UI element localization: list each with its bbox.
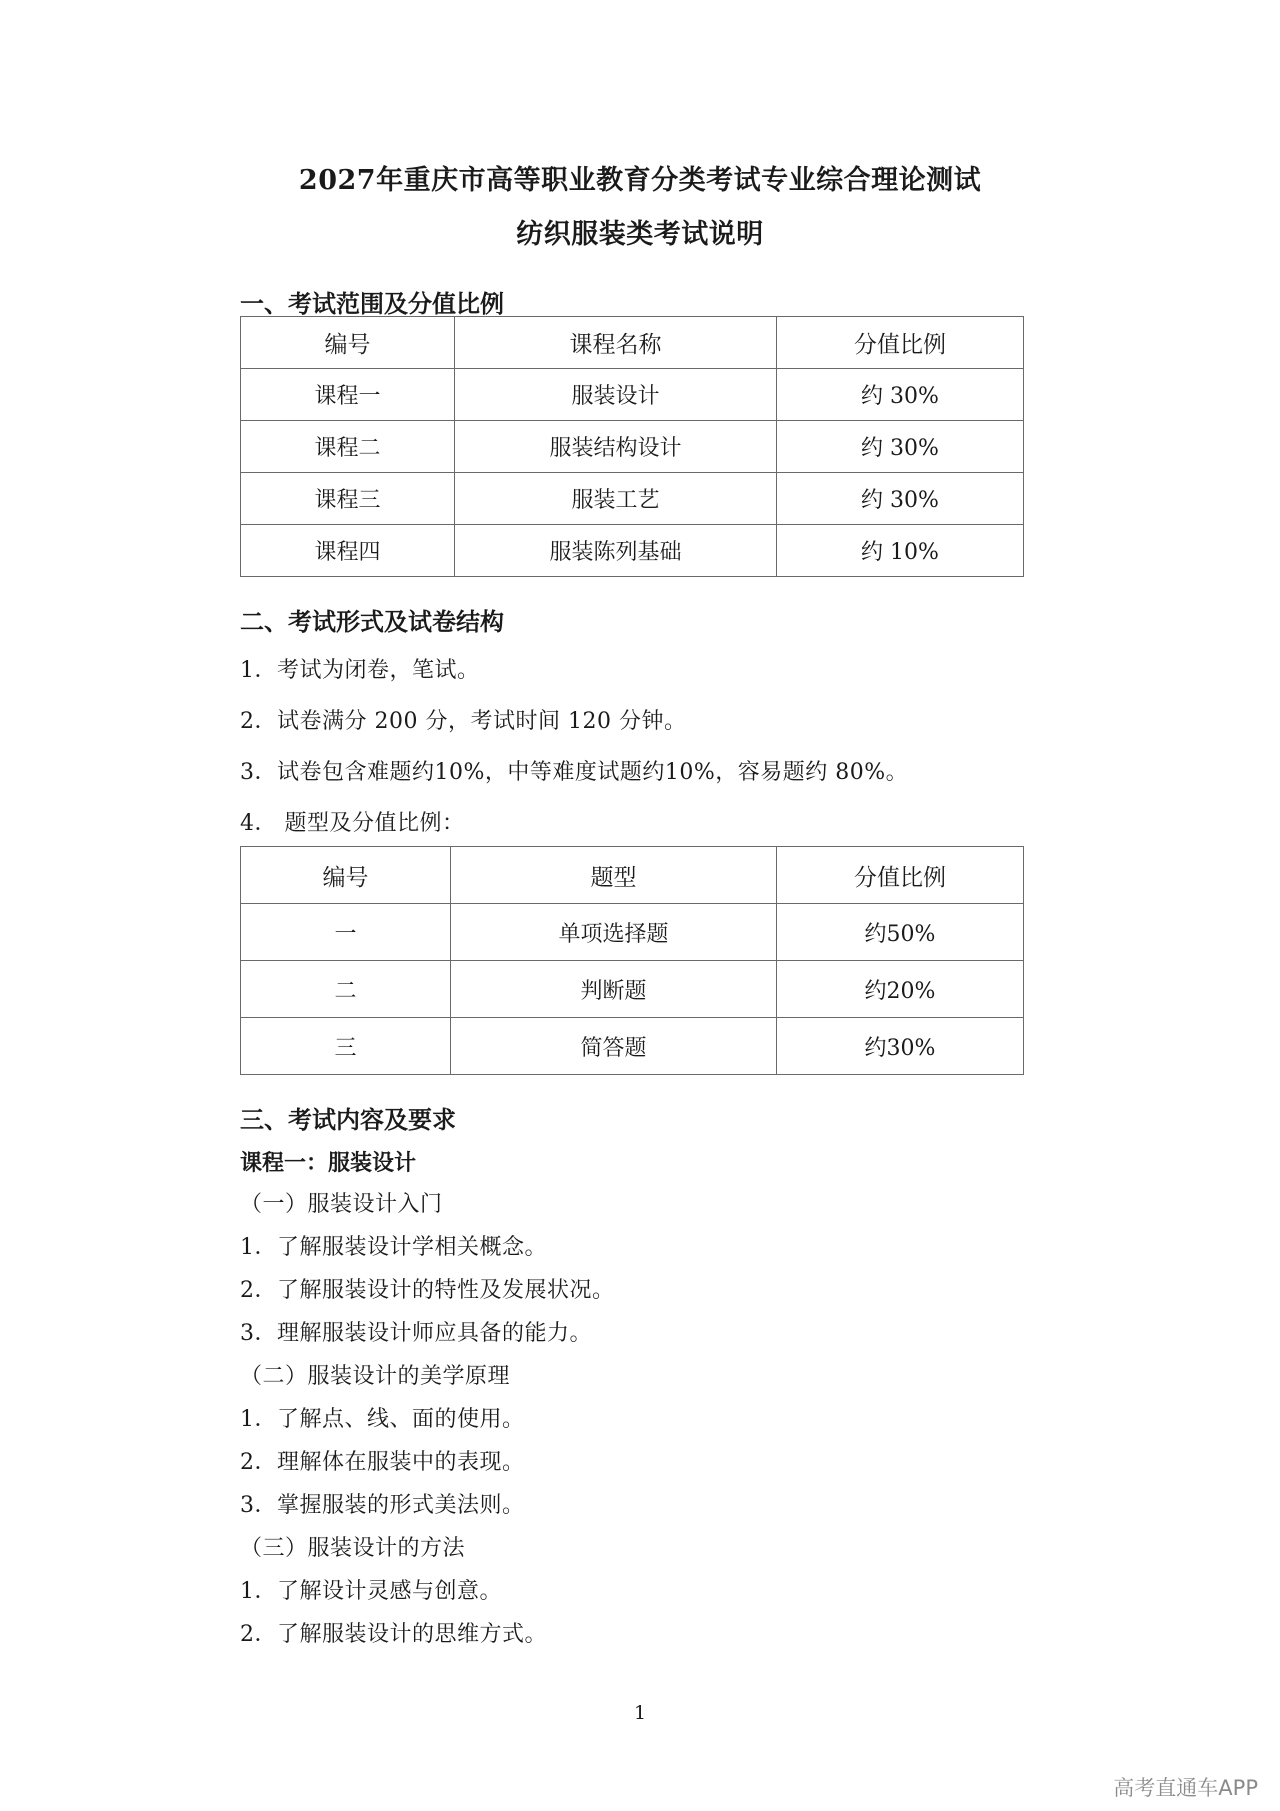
table-cell: 一 bbox=[241, 904, 451, 961]
table-cell: 服装陈列基础 bbox=[455, 525, 777, 577]
table-row bbox=[241, 473, 1024, 525]
content-line: 2．了解服装设计的特性及发展状况。 bbox=[240, 1278, 615, 1303]
document-title: 2027年重庆市高等职业教育分类考试专业综合理论测试 bbox=[298, 165, 982, 196]
course-heading: 课程一：服装设计 bbox=[240, 1150, 417, 1176]
content-line: 1．了解点、线、面的使用。 bbox=[240, 1407, 525, 1432]
content-line: 2．了解服装设计的思维方式。 bbox=[240, 1622, 547, 1647]
document-subtitle: 纺织服装类考试说明 bbox=[516, 219, 764, 250]
table-cell: 课程四 bbox=[241, 525, 455, 577]
table-cell: 约 30% bbox=[777, 473, 1024, 525]
table-row bbox=[241, 904, 1024, 961]
table-row bbox=[241, 961, 1024, 1018]
table-row bbox=[241, 525, 1024, 577]
content-line: 3．理解服装设计师应具备的能力。 bbox=[240, 1321, 592, 1346]
table-cell: 服装结构设计 bbox=[455, 421, 777, 473]
exam-rule-item: 1．考试为闭卷，笔试。 bbox=[240, 658, 480, 683]
page-number: 1 bbox=[633, 1702, 647, 1724]
table-header-row bbox=[241, 317, 1024, 369]
table-cell: 二 bbox=[241, 961, 451, 1018]
header-cell: 分值比例 bbox=[777, 317, 1024, 369]
table-cell: 约 30% bbox=[777, 369, 1024, 421]
watermark-text: 高考直通车APP bbox=[1113, 1776, 1258, 1800]
content-line: （一）服装设计入门 bbox=[240, 1192, 443, 1217]
table-cell: 三 bbox=[241, 1018, 451, 1075]
table-cell: 判断题 bbox=[451, 961, 777, 1018]
content-line: 1．了解设计灵感与创意。 bbox=[240, 1579, 502, 1604]
table-cell: 课程二 bbox=[241, 421, 455, 473]
header-cell: 编号 bbox=[241, 317, 455, 369]
exam-rule-item: 4． 题型及分值比例： bbox=[240, 811, 465, 836]
section-heading-format: 二、考试形式及试卷结构 bbox=[240, 607, 504, 636]
table-cell: 约 30% bbox=[777, 421, 1024, 473]
table-cell: 约20% bbox=[777, 961, 1024, 1018]
table-cell: 服装设计 bbox=[455, 369, 777, 421]
content-line: （二）服装设计的美学原理 bbox=[240, 1364, 511, 1389]
content-line: 2．理解体在服装中的表现。 bbox=[240, 1450, 525, 1475]
table-row bbox=[241, 369, 1024, 421]
header-cell: 题型 bbox=[451, 847, 777, 904]
content-line: 1．了解服装设计学相关概念。 bbox=[240, 1235, 547, 1260]
table-cell: 约30% bbox=[777, 1018, 1024, 1075]
section-heading-content: 三、考试内容及要求 bbox=[240, 1105, 456, 1134]
table-cell: 课程三 bbox=[241, 473, 455, 525]
table-cell: 简答题 bbox=[451, 1018, 777, 1075]
section-heading-scope: 一、考试范围及分值比例 bbox=[240, 289, 504, 318]
course-weight-table bbox=[240, 316, 1024, 577]
table-row bbox=[241, 1018, 1024, 1075]
table-header-row bbox=[241, 847, 1024, 904]
content-line: 3．掌握服装的形式美法则。 bbox=[240, 1493, 525, 1518]
table-cell: 约50% bbox=[777, 904, 1024, 961]
header-cell: 编号 bbox=[241, 847, 451, 904]
content-line: （三）服装设计的方法 bbox=[240, 1536, 466, 1561]
header-cell: 课程名称 bbox=[455, 317, 777, 369]
table-cell: 课程一 bbox=[241, 369, 455, 421]
exam-rule-item: 2．试卷满分 200 分，考试时间 120 分钟。 bbox=[240, 709, 687, 734]
header-cell: 分值比例 bbox=[777, 847, 1024, 904]
table-cell: 约 10% bbox=[777, 525, 1024, 577]
question-type-table bbox=[240, 846, 1024, 1075]
table-row bbox=[241, 421, 1024, 473]
table-cell: 单项选择题 bbox=[451, 904, 777, 961]
exam-rule-item: 3．试卷包含难题约10%，中等难度试题约10%，容易题约 80%。 bbox=[240, 760, 909, 785]
table-cell: 服装工艺 bbox=[455, 473, 777, 525]
